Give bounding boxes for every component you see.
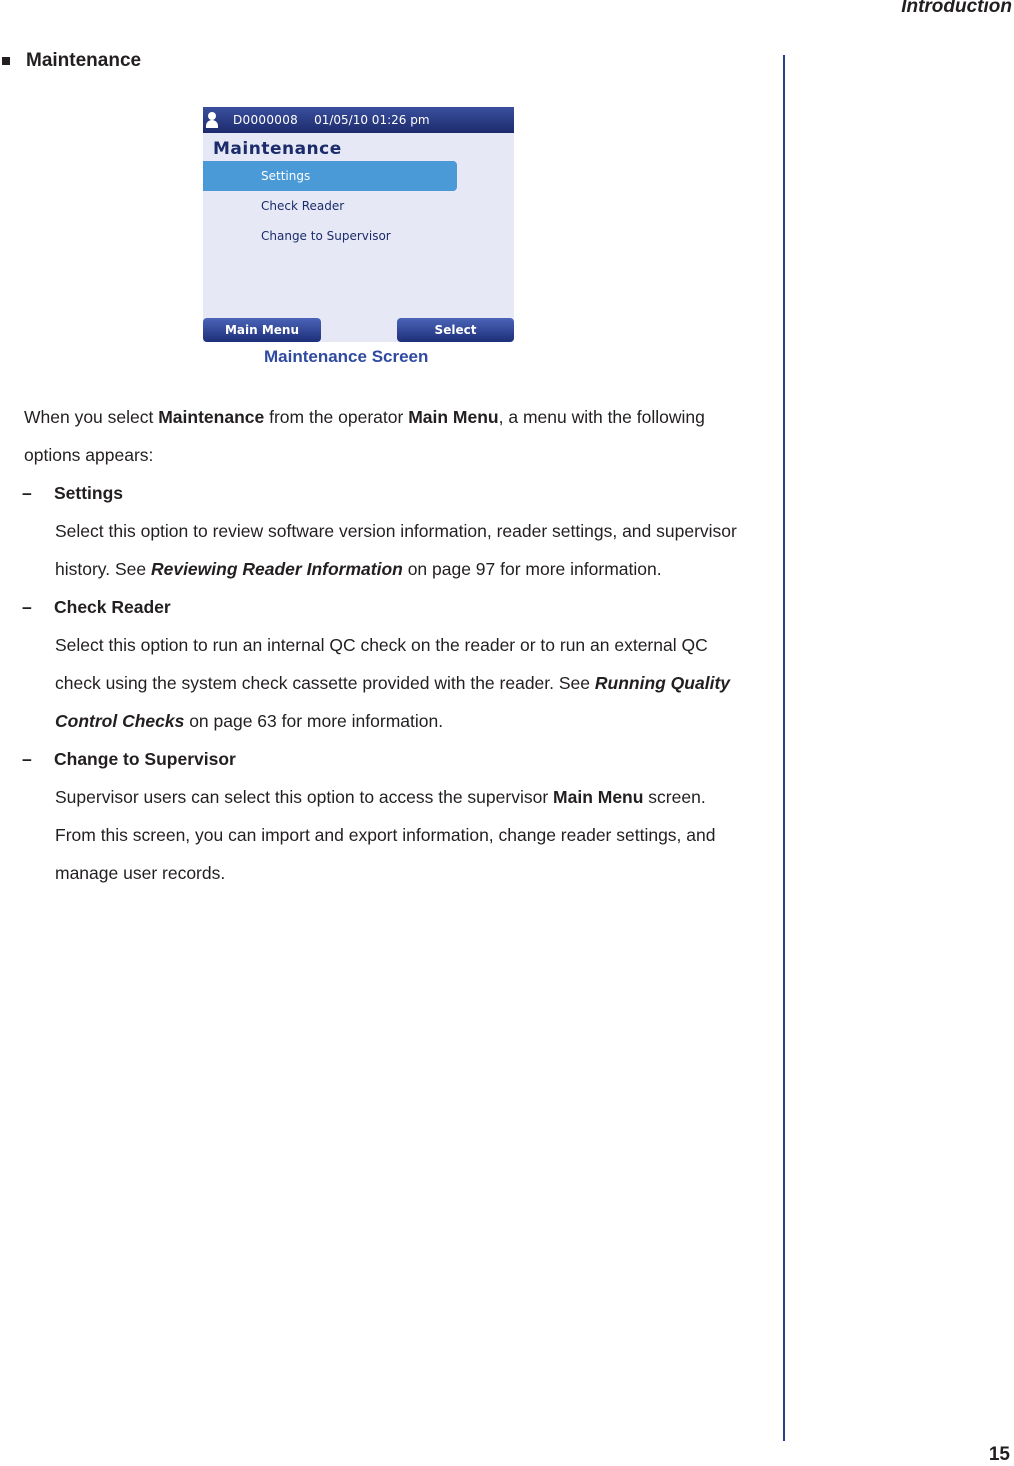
device-select-button: Select [397,318,514,342]
margin-rule [783,55,785,1441]
item-text: on page 97 for more information. [402,559,662,579]
item-text: screen. From this screen, you can import and export information, change reader settings, and manage user records. [55,787,716,883]
item-bold-main-menu: Main Menu [553,787,644,807]
device-status-bar [203,107,514,133]
item-title: Settings [54,483,124,503]
body-text [24,398,744,892]
intro-paragraph [24,398,744,474]
item-title: Change to Supervisor [54,749,236,769]
intro-text-3: , a menu with the following options appears: [24,407,705,465]
device-screen-title: Maintenance [213,139,342,159]
dash-bullet: – [22,749,32,769]
item-text: Select this option to run an internal QC check on the reader or to run an external QC check using the system check cassette provided with the reader. See [55,635,708,693]
device-menu-item-change-to-supervisor: Change to Supervisor [261,229,391,243]
dash-bullet: – [22,597,32,617]
item-text: Supervisor users can select this option to access the supervisor [55,787,554,807]
section-heading [0,50,141,72]
item-body-check-reader [24,626,744,740]
intro-bold-maintenance: Maintenance [158,407,265,427]
device-button-bar [203,318,514,342]
dash-bullet: – [22,483,32,503]
running-header: Introduction [901,0,1012,17]
intro-bold-main-menu: Main Menu [408,407,499,427]
square-bullet-icon [2,57,10,65]
intro-text-1: When you select [24,407,159,427]
item-body-settings [24,512,744,588]
item-title: Check Reader [54,597,171,617]
item-body-change-to-supervisor [24,778,744,892]
item-text: Select this option to review software version information, reader settings, and supervisor history. See [55,521,737,579]
maintenance-screen-image [203,107,514,342]
cross-reference: Running Quality Control Checks [55,673,731,731]
figure-caption: Maintenance Screen [264,347,429,366]
item-text: on page 63 for more information. [184,711,444,731]
page-number: 15 [988,1444,1010,1465]
device-menu-item-check-reader: Check Reader [261,199,345,213]
device-datetime: 01/05/10 01:26 pm [314,113,430,127]
item-heading-settings [22,474,744,512]
cross-reference: Reviewing Reader Information [150,559,403,579]
section-heading-text: Maintenance [26,50,142,71]
item-heading-change-to-supervisor [22,740,744,778]
device-main-menu-button: Main Menu [203,318,321,342]
device-menu-item-settings: Settings [203,161,457,191]
user-icon [205,112,219,128]
operator-id: D0000008 [233,113,299,127]
intro-text-2: from the operator [264,407,409,427]
item-heading-check-reader [22,588,744,626]
